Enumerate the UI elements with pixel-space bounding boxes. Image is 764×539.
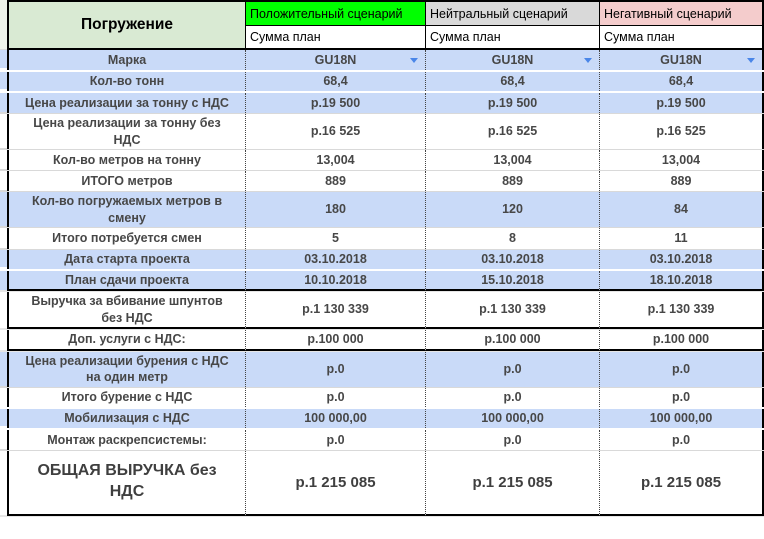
cell-text: 68,4 — [500, 74, 525, 89]
chevron-down-icon[interactable] — [747, 58, 755, 63]
value-cell[interactable] — [426, 409, 600, 428]
row-gutter — [0, 430, 7, 450]
cell-text: р.0 — [326, 362, 345, 377]
value-cell[interactable] — [600, 114, 764, 149]
row-gutter — [0, 409, 7, 428]
cell-text: 13,004 — [661, 152, 701, 167]
row-label-cell[interactable]: Марка — [7, 50, 246, 70]
value-cell[interactable] — [600, 171, 764, 191]
value-cell[interactable] — [426, 271, 600, 291]
cell-text: р.0 — [326, 432, 345, 447]
value-cell[interactable] — [426, 250, 600, 269]
value-cell[interactable] — [600, 330, 764, 351]
scenario-column — [426, 0, 600, 50]
scenario-subheader-cell[interactable]: Сумма план — [246, 26, 426, 50]
row-gutter — [0, 271, 7, 291]
cell-text: 100 000,00 — [304, 411, 367, 426]
cell-text: р.19 500 — [487, 95, 538, 110]
row-gutter — [0, 93, 7, 113]
cell-text: р.0 — [671, 390, 691, 405]
value-cell[interactable] — [246, 409, 426, 428]
value-cell[interactable] — [246, 150, 426, 170]
cell-text: р.0 — [503, 390, 522, 405]
row-label-cell[interactable]: Цена реализации бурения с НДС на один метр — [7, 352, 246, 387]
chevron-down-icon[interactable] — [584, 58, 592, 63]
value-cell[interactable] — [426, 72, 600, 91]
value-cell[interactable] — [246, 430, 426, 450]
value-cell[interactable] — [426, 93, 600, 113]
row-gutter — [0, 330, 7, 351]
value-cell[interactable] — [426, 192, 600, 227]
value-cell[interactable] — [600, 352, 764, 387]
cell-text: 13,004 — [316, 152, 355, 167]
cell-text: р.0 — [671, 362, 691, 377]
row-label-cell[interactable]: ИТОГО метров — [7, 171, 246, 191]
table-row — [0, 352, 764, 388]
cell-text: р.1 130 339 — [302, 302, 369, 317]
row-gutter — [0, 388, 7, 407]
row-gutter — [0, 228, 7, 249]
scenario-subheader-cell[interactable]: Сумма план — [600, 26, 764, 50]
table-row — [0, 150, 764, 171]
cell-text: 10.10.2018 — [304, 273, 367, 287]
scenario-header-cell[interactable]: Нейтральный сценарий — [426, 0, 600, 26]
row-gutter — [0, 50, 7, 70]
table-body — [0, 50, 764, 517]
value-cell[interactable] — [426, 451, 600, 516]
table-row — [0, 228, 764, 250]
value-cell[interactable] — [600, 451, 764, 516]
table-header — [0, 0, 764, 50]
value-cell[interactable] — [426, 50, 600, 70]
cell-text: 5 — [332, 231, 339, 246]
value-cell[interactable] — [600, 250, 764, 269]
value-cell[interactable] — [246, 171, 426, 191]
cell-text: 889 — [670, 173, 692, 188]
cell-text: 03.10.2018 — [481, 252, 544, 267]
table-row — [0, 72, 764, 93]
cell-text: 03.10.2018 — [304, 252, 367, 267]
cell-text: 68,4 — [323, 74, 348, 89]
table-row — [0, 451, 764, 517]
value-cell[interactable] — [426, 430, 600, 450]
row-gutter — [0, 352, 7, 387]
value-cell[interactable] — [600, 192, 764, 227]
cell-text: р.0 — [671, 432, 691, 447]
value-cell[interactable] — [600, 150, 764, 170]
row-gutter — [0, 192, 7, 227]
value-cell[interactable] — [426, 114, 600, 149]
cell-text: 120 — [502, 202, 523, 217]
row-label-cell[interactable]: Мобилизация с НДС — [7, 409, 246, 428]
row-label-cell[interactable]: Кол-во тонн — [7, 72, 246, 91]
value-cell[interactable] — [246, 192, 426, 227]
cell-text: р.16 525 — [487, 124, 538, 139]
table-row — [0, 409, 764, 430]
table-row — [0, 330, 764, 352]
scenario-column — [600, 0, 764, 50]
value-cell[interactable] — [246, 250, 426, 269]
table-row — [0, 292, 764, 330]
table-title-cell[interactable]: Погружение — [7, 0, 246, 50]
row-label-cell[interactable]: Кол-во метров на тонну — [7, 150, 246, 170]
value-cell[interactable] — [246, 451, 426, 516]
cell-text: р.16 525 — [310, 124, 361, 139]
table-row — [0, 271, 764, 292]
value-cell[interactable] — [246, 292, 426, 329]
value-cell[interactable] — [246, 93, 426, 113]
value-cell[interactable] — [426, 228, 600, 249]
value-cell[interactable] — [600, 72, 764, 91]
row-gutter — [0, 292, 7, 329]
row-label-cell[interactable]: Выручка за вбивание шпунтов без НДС — [7, 292, 246, 329]
row-label-cell[interactable]: План сдачи проекта — [7, 271, 246, 291]
value-cell[interactable] — [600, 228, 764, 249]
cell-text: GU18N — [660, 52, 702, 67]
value-cell[interactable] — [246, 228, 426, 249]
cell-text: 11 — [674, 231, 688, 246]
cell-text: 100 000,00 — [649, 411, 713, 426]
value-cell[interactable] — [600, 409, 764, 428]
value-cell[interactable] — [246, 352, 426, 387]
cell-text: р.1 215 085 — [472, 473, 553, 491]
row-label-cell[interactable]: Доп. услуги с НДС: — [7, 330, 246, 351]
value-cell[interactable] — [246, 50, 426, 70]
row-label-cell[interactable]: Цена реализации за тонну с НДС — [7, 93, 246, 113]
value-cell[interactable] — [246, 114, 426, 149]
table-row — [0, 171, 764, 192]
value-cell[interactable] — [600, 271, 764, 291]
cell-text: р.0 — [326, 390, 345, 405]
cell-text: р.100 000 — [652, 332, 710, 347]
row-label-cell[interactable]: Цена реализации за тонну без НДС — [7, 114, 246, 149]
chevron-down-icon[interactable] — [410, 58, 418, 63]
value-cell[interactable] — [600, 388, 764, 407]
cell-text: р.1 215 085 — [295, 473, 376, 491]
value-cell[interactable] — [246, 271, 426, 291]
row-gutter — [0, 114, 7, 149]
value-cell[interactable] — [426, 171, 600, 191]
cell-text: 180 — [325, 202, 346, 217]
cell-text: р.0 — [503, 432, 522, 447]
row-gutter — [0, 250, 7, 269]
row-label-cell[interactable]: Кол-во погружаемых метров в смену — [7, 192, 246, 227]
value-cell[interactable] — [246, 330, 426, 351]
cell-text: р.16 525 — [656, 124, 706, 139]
cell-text: 889 — [325, 173, 346, 188]
cell-text: р.19 500 — [656, 95, 706, 110]
cell-text: р.1 215 085 — [640, 473, 722, 491]
cell-text: 8 — [509, 231, 516, 246]
value-cell[interactable] — [246, 388, 426, 407]
left-gutter — [0, 0, 7, 50]
table-row — [0, 93, 764, 114]
cell-text: р.100 000 — [484, 332, 541, 347]
value-cell[interactable] — [426, 292, 600, 329]
row-label-cell[interactable]: Итого потребуется смен — [7, 228, 246, 249]
table-row — [0, 250, 764, 271]
cell-text: 889 — [502, 173, 523, 188]
cell-text: GU18N — [314, 52, 357, 67]
cell-text: 68,4 — [668, 74, 694, 89]
value-cell[interactable] — [600, 50, 764, 70]
scenario-header-cell[interactable]: Положительный сценарий — [246, 0, 426, 26]
table-row — [0, 430, 764, 451]
value-cell[interactable] — [426, 150, 600, 170]
row-gutter — [0, 171, 7, 191]
row-label-cell[interactable]: ОБЩАЯ ВЫРУЧКА без НДС — [7, 451, 246, 516]
cell-text: 18.10.2018 — [649, 273, 713, 287]
cell-text: 15.10.2018 — [481, 273, 544, 287]
cell-text: 13,004 — [493, 152, 532, 167]
scenario-columns — [246, 0, 764, 50]
value-cell[interactable] — [426, 352, 600, 387]
row-gutter — [0, 451, 7, 516]
value-cell[interactable] — [426, 330, 600, 351]
table-row — [0, 388, 764, 409]
value-cell[interactable] — [246, 72, 426, 91]
table-row — [0, 114, 764, 150]
scenario-subheader-cell[interactable]: Сумма план — [426, 26, 600, 50]
row-label-cell[interactable]: Итого бурение с НДС — [7, 388, 246, 407]
cell-text: р.1 130 339 — [479, 302, 546, 317]
value-cell[interactable] — [600, 93, 764, 113]
table-row — [0, 50, 764, 72]
cell-text: 100 000,00 — [481, 411, 544, 426]
row-label-cell[interactable]: Монтаж раскрепсистемы: — [7, 430, 246, 450]
cell-text: GU18N — [491, 52, 534, 67]
scenario-header-cell[interactable]: Негативный сценарий — [600, 0, 764, 26]
row-gutter — [0, 150, 7, 170]
table-row — [0, 192, 764, 228]
row-label-cell[interactable]: Дата старта проекта — [7, 250, 246, 269]
value-cell[interactable] — [426, 388, 600, 407]
cell-text: 84 — [674, 202, 688, 217]
scenario-column — [246, 0, 426, 50]
row-gutter — [0, 72, 7, 91]
value-cell[interactable] — [600, 430, 764, 450]
cell-text: р.1 130 339 — [647, 302, 715, 317]
cell-text: р.0 — [503, 362, 522, 377]
cell-text: р.19 500 — [310, 95, 361, 110]
value-cell[interactable] — [600, 292, 764, 329]
cell-text: 03.10.2018 — [649, 252, 713, 267]
cell-text: р.100 000 — [307, 332, 364, 347]
